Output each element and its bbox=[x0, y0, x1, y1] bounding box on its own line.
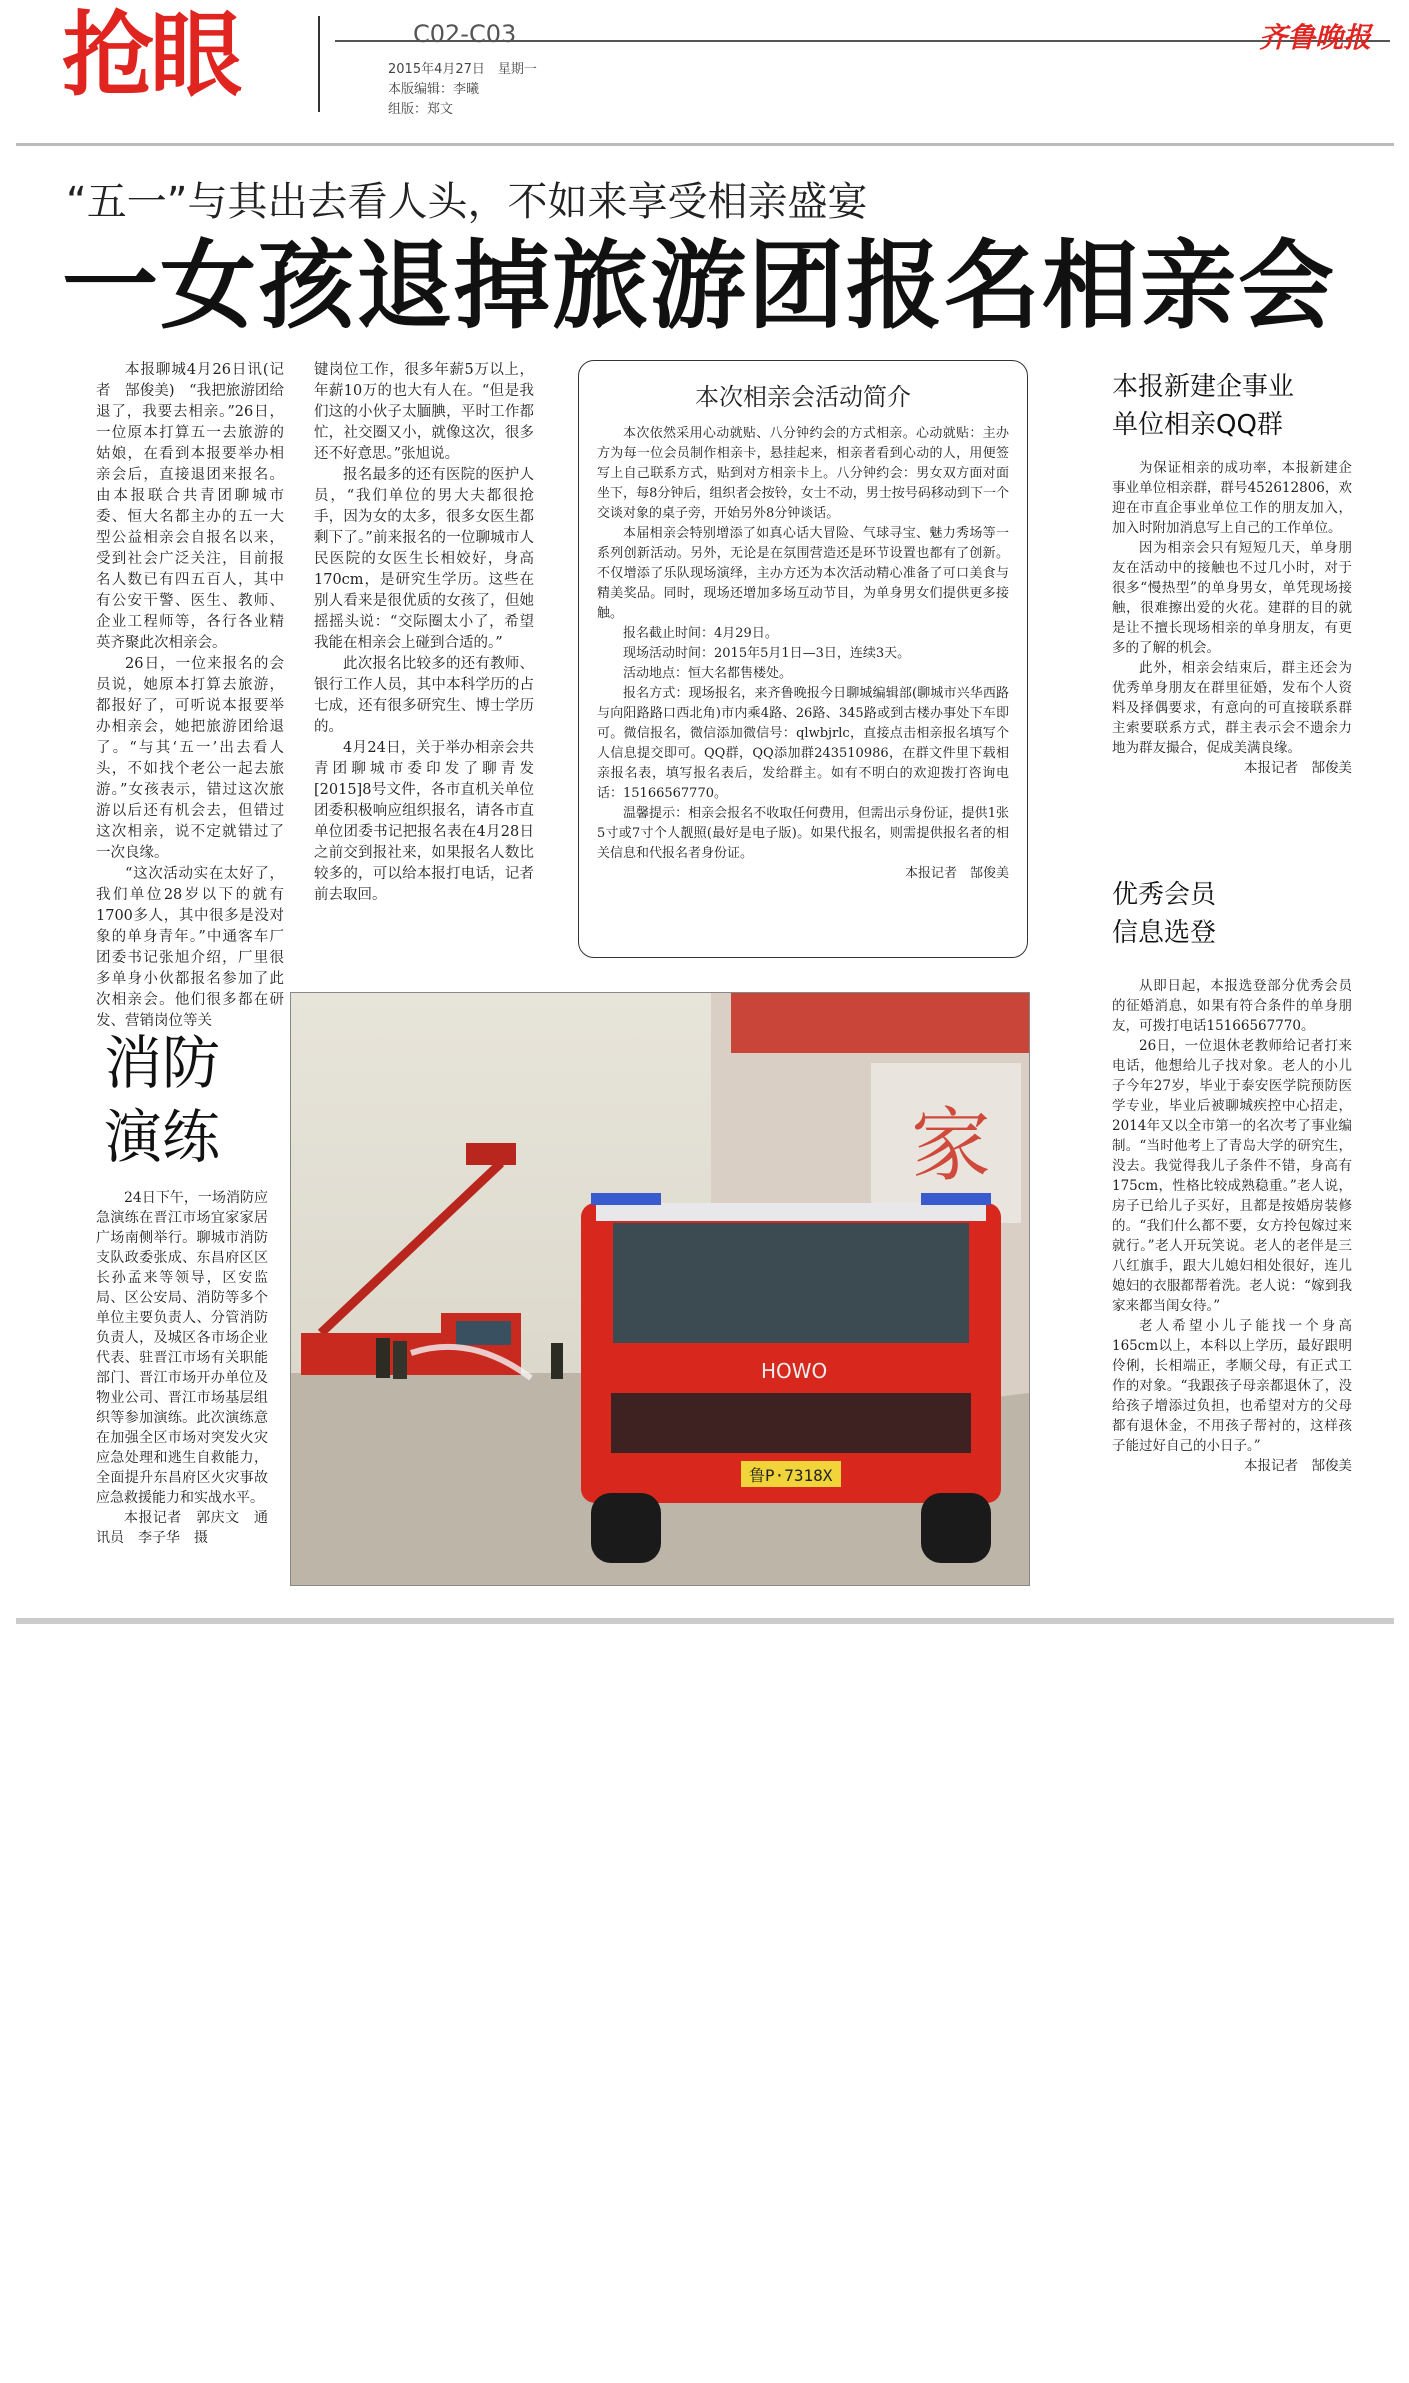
fire-drill-title-1: 消防 bbox=[104, 1029, 221, 1097]
qq-signature: 本报记者 郜俊美 bbox=[1244, 760, 1352, 776]
members-paragraph: 26日，一位退休老教师给记者打来电话，他想给儿子找对象。老人的小儿子今年27岁，毕业于泰安医学院预防医学专业，毕业后被聊城疾控中心招走，2014年又以全市第一的名次考了事业编制。“当时他考上了青岛大学的研究生，没去。我觉得我儿子条件不错，身高有175cm，性格比较成熟稳重。”老人说，房子已给儿子买好，且都是按婚房装修的。“我们什么都不要，女方拎包嫁过来就行。”老人开玩笑说。老人的老伴是三八红旗手，跟大儿媳妇相处很好，连儿媳妇的衣服都帮着洗。老人说：“嫁到我家来都当闺女待。” bbox=[1112, 1038, 1352, 1314]
fire-drill-illustration bbox=[291, 993, 1029, 1585]
building-sign-text: 家 bbox=[911, 1099, 991, 1192]
article-column-1 bbox=[96, 360, 284, 1032]
qq-group-body bbox=[1112, 458, 1352, 778]
article-column-2 bbox=[314, 360, 534, 906]
qq-group-title-1: 本报新建企事业 bbox=[1112, 372, 1295, 402]
fire-drill-title bbox=[104, 1026, 220, 1174]
members-body bbox=[1112, 976, 1352, 1476]
info-box-title: 本次相亲会活动简介 bbox=[695, 383, 911, 411]
newspaper-logo: 齐鲁晚报 bbox=[1258, 21, 1371, 54]
article-paragraph: 4月24日，关于举办相亲会共青团聊城市委印发了聊青发[2015]8号文件，各市直机关单位团委积极响应组织报名，请各市直单位团委书记把报名表在4月28日之前交到报社来，如果报名人数比较多的，可以给本报打电话，记者前去取回。 bbox=[314, 740, 534, 903]
article-paragraph: 报名最多的还有医院的医护人员，“我们单位的男大夫都很抢手，因为女的太多，很多女医生都剩下了。”前来报名的一位聊城市人民医院的女医生长相姣好，身高170cm，是研究生学历。这些在别人看来是很优质的女孩了，但她摇摇头说：“交际圈太小了，希望我能在相亲会上碰到合适的。” bbox=[314, 467, 534, 651]
article-subtitle: “五一”与其出去看人头，不如来享受相亲盛宴 bbox=[66, 179, 868, 225]
fire-drill-body bbox=[96, 1188, 268, 1548]
fire-drill-title-2: 演练 bbox=[104, 1103, 221, 1171]
top-rule bbox=[16, 143, 1394, 146]
qq-group-section bbox=[1112, 368, 1352, 778]
members-signature: 本报记者 郜俊美 bbox=[1244, 1458, 1352, 1474]
editor-line: 本版编辑：李曦 bbox=[388, 82, 480, 97]
members-title-1: 优秀会员 bbox=[1112, 880, 1217, 910]
members-paragraph: 从即日起，本报选登部分优秀会员的征婚消息，如果有符合条件的单身朋友，可拨打电话15166567770。 bbox=[1112, 978, 1352, 1034]
article-headline: 一女孩退掉旅游团报名相亲会 bbox=[62, 230, 1336, 342]
info-paragraph: 现场活动时间：2015年5月1日—3日，连续3天。 bbox=[623, 646, 911, 661]
article-paragraph: 26日，一位来报名的会员说，她原本打算去旅游，都报好了，可听说本报要举办相亲会，她把旅游团给退了。“与其‘五一’出去看人头，不如找个老公一起去旅游。”女孩表示，错过这次旅游以后还有机会去，但错过这次相亲，说不定就错过了一次良缘。 bbox=[96, 656, 284, 861]
layout-line: 组版：郑文 bbox=[388, 102, 454, 117]
info-paragraph: 报名截止时间：4月29日。 bbox=[623, 626, 778, 641]
info-paragraph: 温馨提示：相亲会报名不收取任何费用，但需出示身份证，提供1张5寸或7寸个人靓照(最好是电子版)。如果代报名，则需提供报名者的相关信息和代报名者身份证。 bbox=[597, 806, 1009, 861]
fire-drill-photo bbox=[290, 992, 1030, 1586]
info-paragraph: 本次依然采用心动就贴、八分钟约会的方式相亲。心动就贴：主办方为每一位会员制作相亲卡，悬挂起来，相亲者看到心动的人，用便签写上自己联系方式，贴到对方相亲卡上。八分钟约会：男女双方面对面坐下，每8分钟后，组织者会按铃，女士不动，男士按号码移动到下一个交谈对象的桌子旁，开始另外8分钟谈话。 bbox=[597, 426, 1009, 521]
fire-drill-credit: 本报记者 郭庆文 通讯员 李子华 摄 bbox=[96, 1510, 268, 1546]
event-info-box bbox=[578, 360, 1028, 958]
article-paragraph: 此次报名比较多的还有教师、银行工作人员，其中本科学历的占七成，还有很多研究生、博士学历的。 bbox=[314, 656, 534, 735]
info-paragraph: 活动地点：恒大名都售楼处。 bbox=[623, 666, 793, 681]
members-paragraph: 老人希望小儿子能找一个身高165cm以上，本科以上学历，最好跟明伶俐，长相端正，孝顺父母，有正式工作的对象。“我跟孩子母亲都退休了，没给孩子增添过负担，也希望对方的父母都有退休金，不用孩子帮衬的，这样孩子能过好自己的小日子。” bbox=[1112, 1318, 1352, 1454]
masthead-divider bbox=[318, 16, 320, 112]
info-paragraph: 报名方式：现场报名，来齐鲁晚报今日聊城编辑部(聊城市兴华西路与向阳路路口西北角)市内乘4路、26路、345路或到古楼办事处下车即可。微信报名，微信添加微信号：qlwbjrlc，直接点击相亲报名填写个人信息提交即可。QQ群，QQ添加群243510986，在群文件里下载相亲报名表，填写报名表后，发给群主。如有不明白的欢迎拨打咨询电话：15166567770。 bbox=[597, 686, 1009, 801]
date-line: 2015年4月27日 星期一 bbox=[388, 62, 537, 77]
article-paragraph: 键岗位工作，很多年薪5万以上，年薪10万的也大有人在。“但是我们这的小伙子太腼腆，平时工作都忙，社交圈又小，就像这次，很多还不好意思。”张旭说。 bbox=[314, 362, 534, 462]
truck-windshield bbox=[613, 1223, 969, 1343]
article-paragraph: “这次活动实在太好了，我们单位28岁以下的就有1700多人，其中很多是没对象的单身青年。”中通客车厂团委书记张旭介绍，厂里很多单身小伙都报名参加了此次相亲会。他们很多都在研发、营销岗位等关 bbox=[96, 866, 284, 1029]
plate-number: 鲁P·7318X bbox=[749, 1466, 833, 1485]
qq-paragraph: 为保证相亲的成功率，本报新建企事业单位相亲群，群号452612806，欢迎在市直企事业单位工作的朋友加入，加入时附加消息写上自己的工作单位。 bbox=[1112, 460, 1352, 536]
page-numbers: C02-C03 bbox=[413, 20, 517, 48]
bottom-rule bbox=[16, 1618, 1394, 1624]
members-title-2: 信息选登 bbox=[1112, 918, 1217, 948]
qq-paragraph: 此外，相亲会结束后，群主还会为优秀单身朋友在群里征婚，发布个人资料及择偶要求，有意向的可直接联系群主索要联系方式，群主表示会不遗余力地为群友撮合，促成美满良缘。 bbox=[1112, 660, 1352, 756]
section-title: 抢眼 bbox=[62, 2, 239, 109]
fire-drill-paragraph: 24日下午，一场消防应急演练在晋江市场宜家家居广场南侧举行。聊城市消防支队政委张成、东昌府区区长孙孟来等领导，区安监局、区公安局、消防等多个单位主要负责人、分管消防负责人，及城区各市场企业代表、驻晋江市场有关职能部门、晋江市场开办单位及物业公司、晋江市场基层组织等参加演练。此次演练意在加强全区市场对突发火灾应急处理和逃生自救能力，全面提升东昌府区火灾事故应急救援能力和实战水平。 bbox=[96, 1190, 268, 1506]
firefighter bbox=[393, 1341, 407, 1379]
members-section bbox=[1112, 876, 1352, 1476]
info-box-body bbox=[597, 424, 1009, 884]
truck-brand: HOWO bbox=[761, 1359, 828, 1383]
qq-group-title-2: 单位相亲QQ群 bbox=[1112, 410, 1283, 440]
article-paragraph: 本报聊城4月26日讯(记者 郜俊美) “我把旅游团给退了，我要去相亲。”26日，一位原本打算五一去旅游的姑娘，在看到本报要举办相亲会后，直接退团来报名。由本报联合共青团聊城市委、恒大名都主办的五一大型公益相亲会自报名以来，受到社会广泛关注，目前报名人数已有四五百人，其中有公安干警、医生、教师、企业工程师等，各行各业精英齐聚此次相亲会。 bbox=[96, 362, 284, 651]
firefighter bbox=[376, 1338, 390, 1378]
info-paragraph: 本届相亲会特别增添了如真心话大冒险、气球寻宝、魅力秀场等一系列创新活动。另外，无论是在氛围营造还是环节设置也都有了创新。不仅增添了乐队现场演绎，主办方还为本次活动精心准备了可口美食与精美奖品。同时，现场还增加多场互动节目，为单身男女们提供更多接触。 bbox=[597, 526, 1009, 621]
qq-paragraph: 因为相亲会只有短短几天，单身朋友在活动中的接触也不过几小时，对于很多“慢热型”的单身男女，单凭现场接触，很难擦出爱的火花。建群的目的就是让不擅长现场相亲的单身朋友，有更多的了解的机会。 bbox=[1112, 540, 1352, 656]
firefighter bbox=[551, 1343, 563, 1379]
info-signature: 本报记者 郜俊美 bbox=[904, 866, 1009, 881]
